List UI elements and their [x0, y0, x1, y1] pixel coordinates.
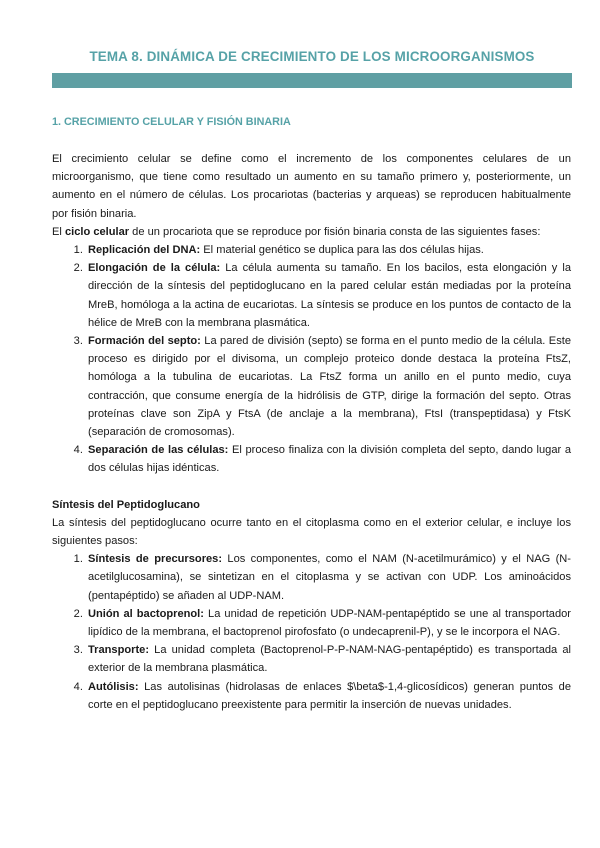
list-item: 3. Transporte: La unidad completa (Bactoprenol-P-P-NAM-NAG-pentapéptido) es transportada al exterior de la membrana plasmática. — [86, 641, 571, 677]
cell-cycle-paragraph: El ciclo celular de un procariota que se reproduce por fisión binaria consta de las siguientes fases: — [52, 225, 541, 238]
peptidoglycan-intro: La síntesis del peptidoglucano ocurre tanto en el citoplasma como en el exterior celular, e incluye los siguientes pasos: — [52, 516, 571, 548]
list-item: 4. Separación de las células: El proceso finaliza con la división completa del septo, dando lugar a dos células hijas idénticas. — [86, 441, 571, 477]
steps-list — [52, 550, 571, 714]
list-item: 3. Formación del septo: La pared de división (septo) se forma en el punto medio de la célula. Este proceso es dirigido por el divisoma, un complejo proteico donde destaca la proteína FtsZ, homóloga a la tubulina de eucariotas. La FtsZ forma un anillo en el punto medio, cuya contracción, que consume energía de la hidrólisis de GTP, dirige la formación del septo. Otras proteínas clave son ZipA y FtsA (de anclaje a la membrana), FtsI (transpeptidasa) y FtsK (separación de cromosomas). — [86, 332, 571, 441]
list-item: 2. Unión al bactoprenol: La unidad de repetición UDP-NAM-pentapéptido se une al transportador lipídico de la membrana, el bactoprenol pirofosfato (o undecaprenil-P), y se le incorpora el NAG. — [86, 605, 571, 641]
subsection-heading: Síntesis del Peptidoglucano — [52, 498, 200, 511]
list-item: 1. Síntesis de precursores: Los componentes, como el NAM (N-acetilmurámico) y el NAG (N-acetilglucosamina), se sintetizan en el citoplasma y se activan con UDP. Los aminoácidos (pentapéptido) se añaden al UDP-NAM. — [86, 550, 571, 605]
intro-paragraph: El crecimiento celular se define como el incremento de los componentes celulares de un microorganismo, que tiene como resultado un aumento en su tamaño primero y, posteriormente, un aumento en el número de células. Los procariotas (bacterias y arqueas) se reproducen habitualmente por fisión binaria. — [52, 153, 571, 220]
list-item: 4. Autólisis: Las autolisinas (hidrolasas de enlaces $\beta$-1,4-glicosídicos) generan puntos de corte en el peptidoglucano preexistente para permitir la inserción de nuevas unidades. — [86, 678, 571, 714]
list-item: 1. Replicación del DNA: El material genético se duplica para las dos células hijas. — [86, 241, 571, 259]
list-item: 2. Elongación de la célula: La célula aumenta su tamaño. En los bacilos, esta elongación y la dirección de la síntesis del peptidoglucano en la pared celular están mediadas por la proteína MreB, homóloga a la actina de eucariotas. La síntesis se produce en los puntos de contacto de la hélice de MreB con la membrana plasmática. — [86, 259, 571, 332]
document-title: TEMA 8. DINÁMICA DE CRECIMIENTO DE LOS MICROORGANISMOS — [89, 49, 535, 64]
document-body — [52, 150, 571, 714]
section-heading: 1. CRECIMIENTO CELULAR Y FISIÓN BINARIA — [52, 116, 291, 128]
title-underline-bar — [52, 73, 572, 88]
phase-list — [52, 241, 571, 478]
